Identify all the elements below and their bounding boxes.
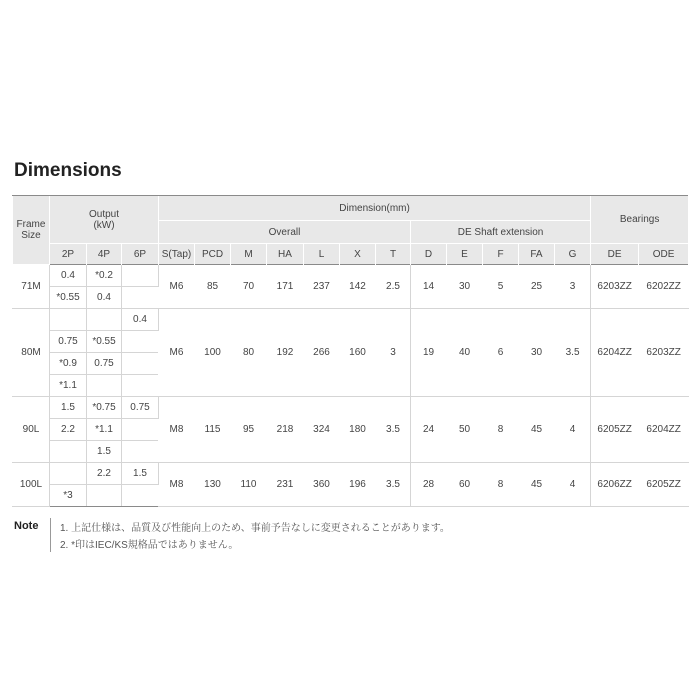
frame-size-cell: 80M [13,309,50,397]
dim-cell-t: 3.5 [376,463,411,507]
output-cell-2p: 0.4 [50,265,87,287]
header-col-e: E [447,244,483,265]
output-cell-6p [122,419,159,441]
header-frame-size: Frame Size [13,196,50,265]
dim-cell-l: 360 [304,463,340,507]
dim-cell-ode: 6204ZZ [639,397,689,463]
dim-cell-de: 6205ZZ [591,397,639,463]
header-col-de: DE [591,244,639,265]
table-row [13,309,689,331]
dim-cell-stap: M8 [159,397,195,463]
dim-cell-stap: M8 [159,463,195,507]
dim-cell-d: 14 [411,265,447,309]
dim-cell-d: 28 [411,463,447,507]
output-cell-4p: 2.2 [87,463,122,485]
output-cell-6p: 0.75 [122,397,159,419]
dim-cell-ode: 6202ZZ [639,265,689,309]
dim-cell-m: 80 [231,309,267,397]
header-pole-6p: 6P [122,244,159,265]
output-cell-6p [122,331,159,353]
dim-cell-m: 110 [231,463,267,507]
dim-cell-f: 8 [483,463,519,507]
header-col-pcd: PCD [195,244,231,265]
output-cell-2p: 1.5 [50,397,87,419]
header-bearings: Bearings [591,196,689,244]
output-cell-2p: *1.1 [50,375,87,397]
header-col-stap: S(Tap) [159,244,195,265]
dim-cell-de: 6206ZZ [591,463,639,507]
dim-cell-d: 24 [411,397,447,463]
output-cell-2p [50,309,87,331]
output-cell-4p: 0.4 [87,287,122,309]
dim-cell-x: 180 [340,397,376,463]
output-cell-2p [50,463,87,485]
dim-cell-m: 95 [231,397,267,463]
output-cell-6p [122,287,159,309]
dim-cell-pcd: 130 [195,463,231,507]
dimensions-table [12,196,689,507]
note-line-2: 2. *印はIEC/KS規格品ではありません。 [60,540,239,551]
header-col-d: D [411,244,447,265]
output-cell-4p: *1.1 [87,419,122,441]
dim-cell-l: 237 [304,265,340,309]
dim-cell-g: 4 [555,463,591,507]
output-cell-2p: 2.2 [50,419,87,441]
dim-cell-pcd: 115 [195,397,231,463]
dim-cell-ode: 6203ZZ [639,309,689,397]
dim-cell-x: 196 [340,463,376,507]
dim-cell-l: 324 [304,397,340,463]
output-cell-6p [122,265,159,287]
dim-cell-g: 3 [555,265,591,309]
dim-cell-e: 60 [447,463,483,507]
dim-cell-x: 160 [340,309,376,397]
page-title: Dimensions [14,160,122,181]
frame-size-cell: 71M [13,265,50,309]
header-col-ha: HA [267,244,304,265]
header-shaft-extension: DE Shaft extension [411,221,591,244]
dim-cell-fa: 25 [519,265,555,309]
note-label: Note [14,520,39,532]
dim-cell-f: 6 [483,309,519,397]
output-cell-2p: *3 [50,485,87,507]
output-cell-6p [122,485,159,507]
dim-cell-ha: 171 [267,265,304,309]
table-row [13,265,689,287]
dim-cell-pcd: 85 [195,265,231,309]
dim-cell-ha: 218 [267,397,304,463]
dim-cell-e: 40 [447,309,483,397]
dim-cell-f: 8 [483,397,519,463]
output-cell-2p [50,441,87,463]
output-cell-4p: 1.5 [87,441,122,463]
header-col-g: G [555,244,591,265]
output-cell-4p [87,309,122,331]
header-pole-2p: 2P [50,244,87,265]
dim-cell-l: 266 [304,309,340,397]
header-col-l: L [304,244,340,265]
dim-cell-fa: 45 [519,397,555,463]
output-cell-4p [87,485,122,507]
dim-cell-pcd: 100 [195,309,231,397]
output-cell-4p: *0.55 [87,331,122,353]
dim-cell-ode: 6205ZZ [639,463,689,507]
dim-cell-d: 19 [411,309,447,397]
table-row [13,463,689,485]
dim-cell-ha: 192 [267,309,304,397]
note-lines [60,520,450,554]
dim-cell-de: 6204ZZ [591,309,639,397]
dim-cell-g: 3.5 [555,309,591,397]
output-cell-4p: *0.2 [87,265,122,287]
dim-cell-e: 30 [447,265,483,309]
output-cell-6p: 0.4 [122,309,159,331]
dim-cell-fa: 30 [519,309,555,397]
note-divider [50,518,51,552]
output-cell-6p [122,353,159,375]
output-cell-4p [87,375,122,397]
output-cell-2p: *0.9 [50,353,87,375]
frame-size-cell: 100L [13,463,50,507]
header-output: Output (kW) [50,196,159,244]
dim-cell-de: 6203ZZ [591,265,639,309]
output-cell-6p [122,441,159,463]
dim-cell-e: 50 [447,397,483,463]
dim-cell-fa: 45 [519,463,555,507]
header-pole-4p: 4P [87,244,122,265]
output-cell-6p: 1.5 [122,463,159,485]
header-col-t: T [376,244,411,265]
dim-cell-m: 70 [231,265,267,309]
dim-cell-x: 142 [340,265,376,309]
header-col-m: M [231,244,267,265]
output-cell-4p: *0.75 [87,397,122,419]
header-col-ode: ODE [639,244,689,265]
note-line-1: 1. 上記仕様は、品質及び性能向上のため、事前予告なしに変更されることがあります。 [60,523,450,534]
dim-cell-f: 5 [483,265,519,309]
dim-cell-g: 4 [555,397,591,463]
dim-cell-t: 3.5 [376,397,411,463]
output-cell-2p: *0.55 [50,287,87,309]
header-col-x: X [340,244,376,265]
dim-cell-t: 2.5 [376,265,411,309]
dim-cell-stap: M6 [159,265,195,309]
header-dimension: Dimension(mm) [159,196,591,221]
frame-size-cell: 90L [13,397,50,463]
header-overall: Overall [159,221,411,244]
dim-cell-t: 3 [376,309,411,397]
table-row [13,397,689,419]
output-cell-2p: 0.75 [50,331,87,353]
output-cell-4p: 0.75 [87,353,122,375]
header-col-f: F [483,244,519,265]
dim-cell-stap: M6 [159,309,195,397]
header-col-fa: FA [519,244,555,265]
dim-cell-ha: 231 [267,463,304,507]
output-cell-6p [122,375,159,397]
